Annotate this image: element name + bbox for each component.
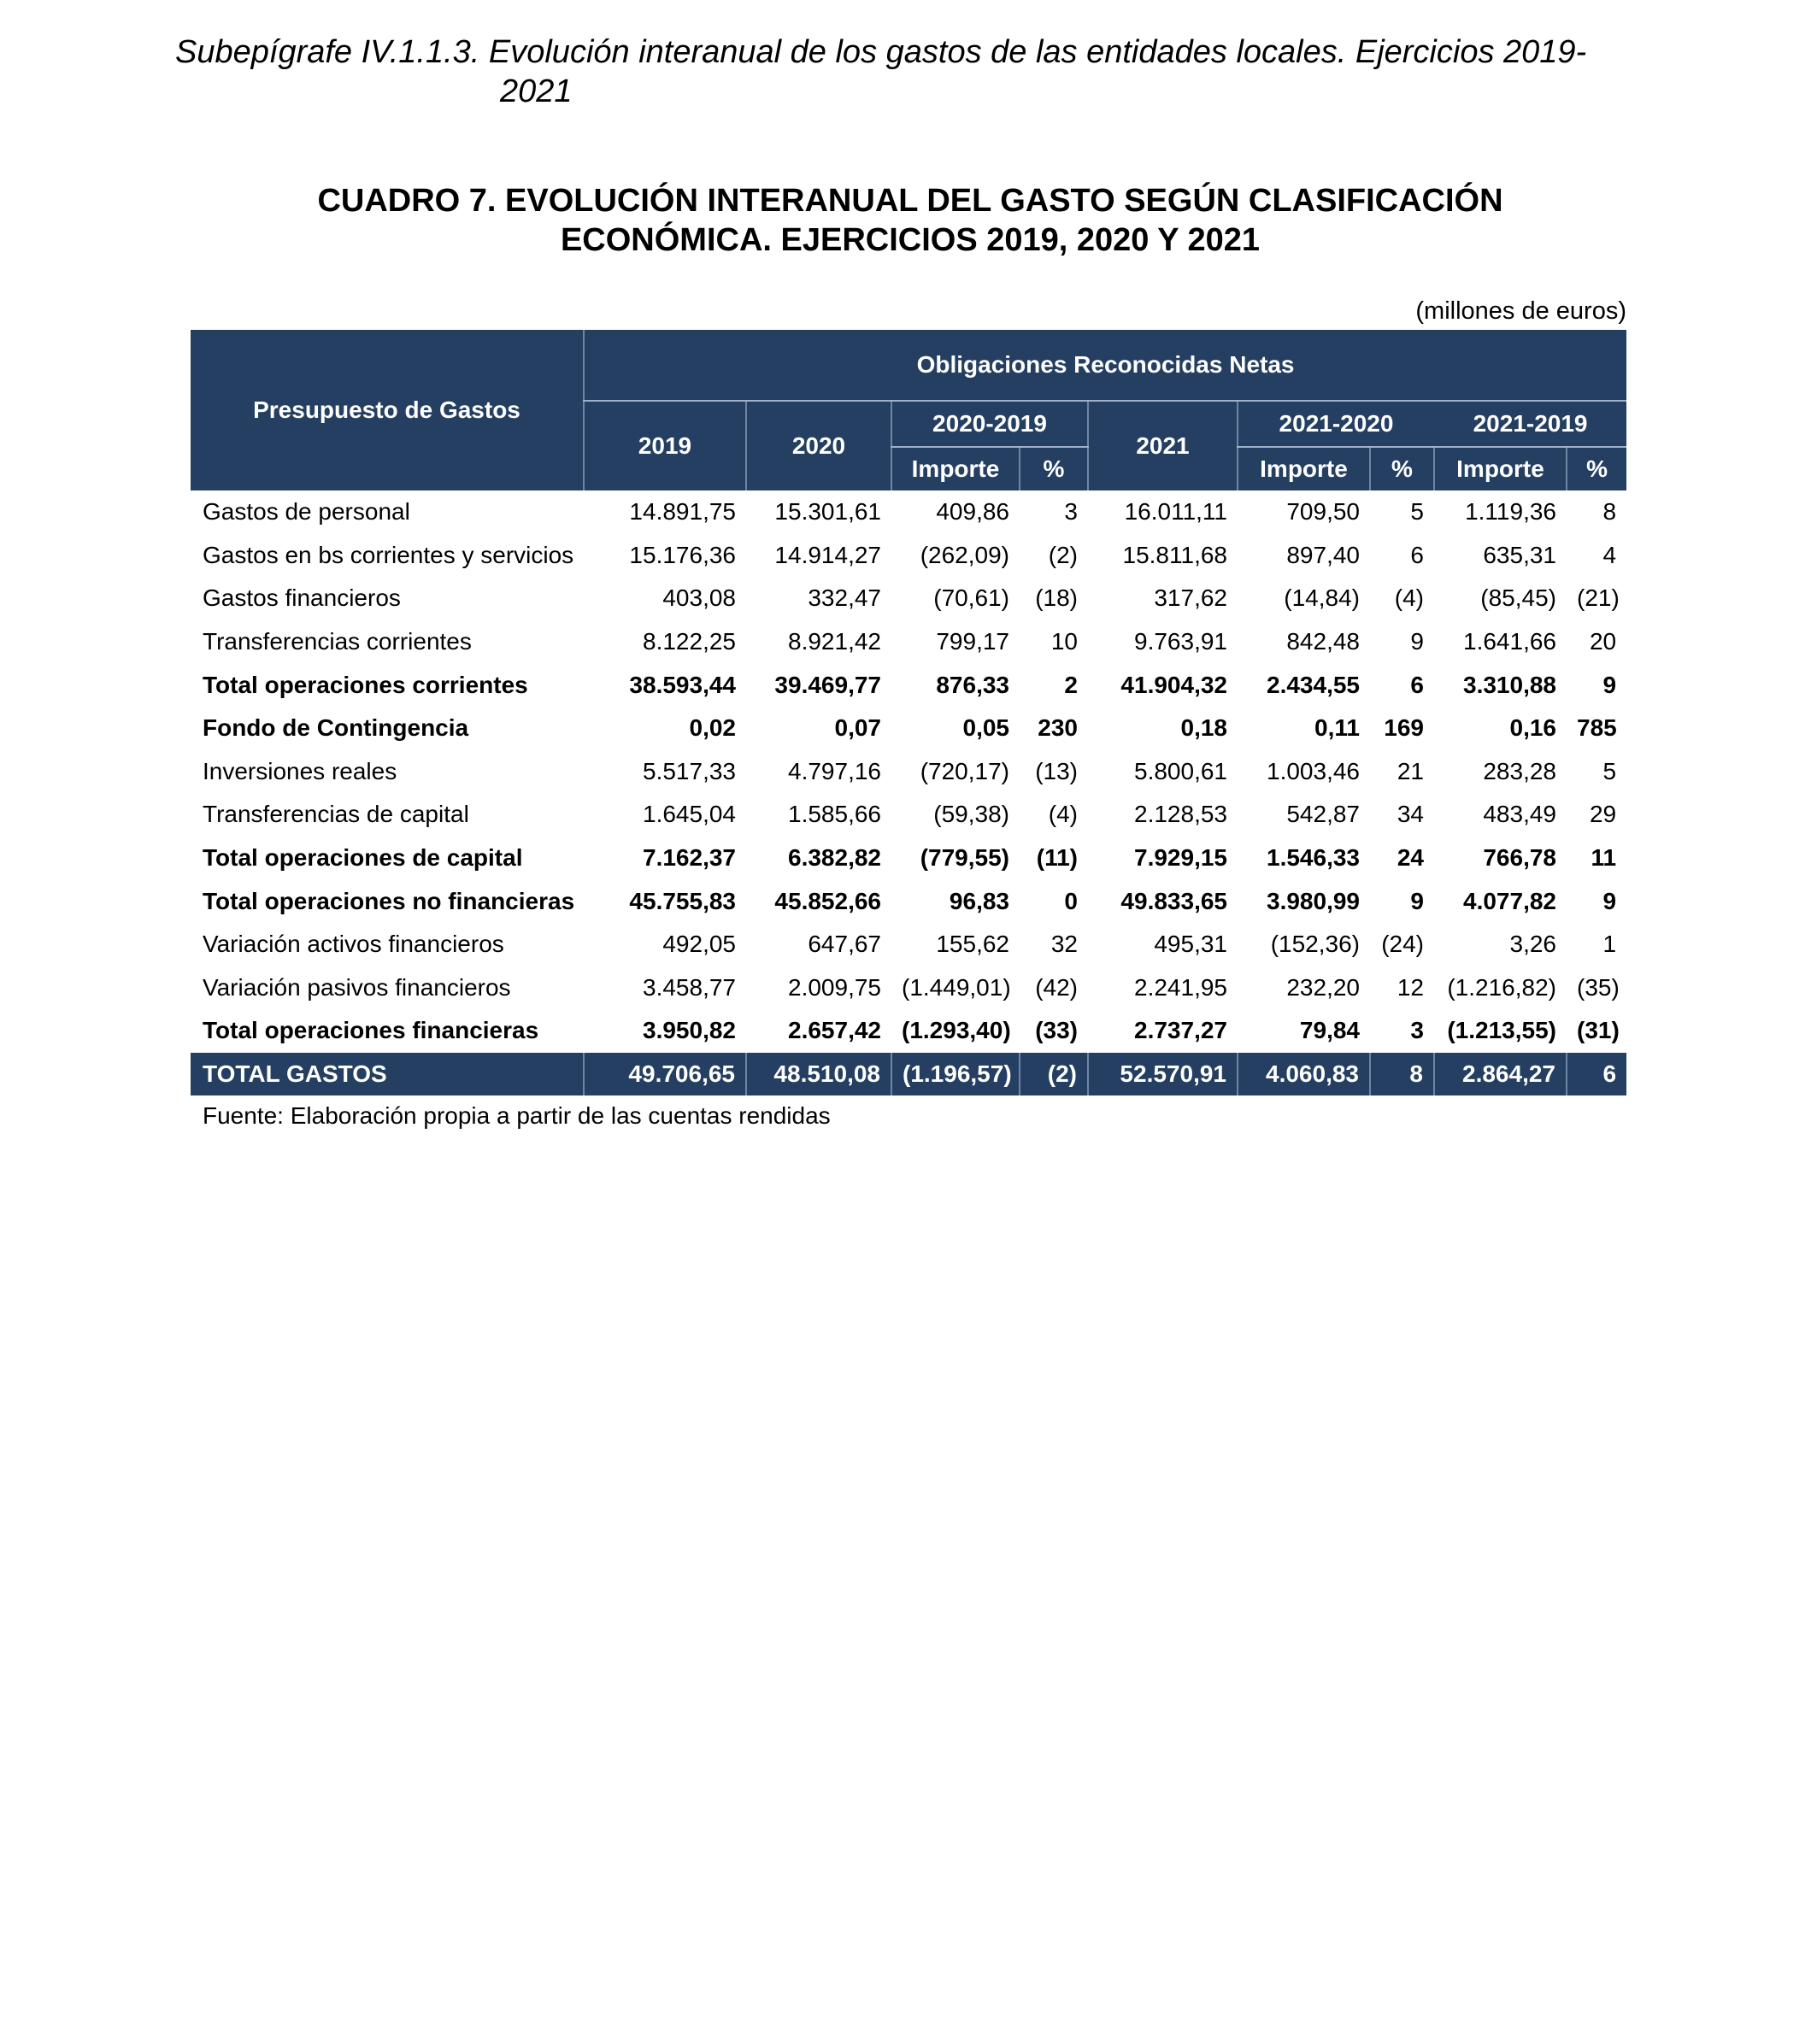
- table-row: [191, 620, 1626, 664]
- row-label: Variación activos financieros: [203, 931, 504, 958]
- value-cell: 542,87: [1286, 801, 1360, 828]
- value-cell: 14.891,75: [629, 498, 736, 526]
- row-label: Total operaciones financieras: [203, 1017, 539, 1044]
- table-row: [191, 793, 1626, 837]
- value-cell: 45.755,83: [629, 887, 736, 914]
- value-cell: 6: [1410, 541, 1424, 568]
- value-cell: 3,26: [1509, 931, 1556, 958]
- value-cell: 876,33: [936, 671, 1009, 698]
- value-cell: 15.176,36: [629, 541, 736, 568]
- value-cell: 403,08: [662, 584, 736, 612]
- subheading: [175, 32, 1679, 111]
- table-body: [191, 490, 1626, 1095]
- value-cell: 2.434,55: [1267, 671, 1360, 698]
- value-cell: 8: [1602, 498, 1617, 526]
- value-cell: 0: [1064, 887, 1078, 914]
- value-cell: 15.301,61: [774, 498, 881, 526]
- value-cell: 20: [1589, 628, 1617, 655]
- header-group: Obligaciones Reconocidas Netas: [584, 330, 1626, 401]
- value-cell: 8: [1370, 1053, 1434, 1096]
- value-cell: 15.811,68: [1122, 541, 1227, 568]
- value-cell: 9: [1602, 671, 1617, 698]
- value-cell: (1.216,82): [1447, 973, 1556, 1001]
- value-cell: 5: [1602, 757, 1617, 784]
- value-cell: 8.122,25: [643, 628, 736, 655]
- row-label: TOTAL GASTOS: [191, 1053, 584, 1096]
- header-2019: 2019: [584, 401, 746, 490]
- row-label: Total operaciones corrientes: [203, 671, 528, 698]
- value-cell: 647,67: [808, 931, 881, 958]
- value-cell: 1.119,36: [1465, 498, 1556, 526]
- table-title-line-2: ECONÓMICA. EJERCICIOS 2019, 2020 Y 2021: [560, 222, 1261, 258]
- table-row: [191, 663, 1626, 707]
- value-cell: (1.213,55): [1447, 1017, 1556, 1044]
- value-cell: (1.196,57): [891, 1053, 1020, 1096]
- value-cell: 6: [1567, 1053, 1626, 1096]
- value-cell: 79,84: [1299, 1017, 1360, 1044]
- table-row: [191, 1009, 1626, 1053]
- value-cell: (152,36): [1270, 931, 1360, 958]
- table-title: [188, 181, 1632, 260]
- row-label: Gastos en bs corrientes y servicios: [203, 541, 574, 568]
- row-label: Fondo de Contingencia: [203, 714, 469, 742]
- value-cell: 0,05: [962, 714, 1009, 742]
- value-cell: 1.641,66: [1463, 628, 1556, 655]
- value-cell: (11): [1036, 844, 1078, 872]
- row-label: Variación pasivos financieros: [203, 973, 511, 1001]
- value-cell: (720,17): [920, 757, 1009, 784]
- table-title-line-1: CUADRO 7. EVOLUCIÓN INTERANUAL DEL GASTO SEGÚN CLASIFICACIÓN: [317, 183, 1503, 219]
- value-cell: 14.914,27: [774, 541, 881, 568]
- table-row: [191, 923, 1626, 966]
- value-cell: 9: [1410, 628, 1424, 655]
- value-cell: (779,55): [920, 844, 1009, 872]
- source-note: Fuente: Elaboración propia a partir de las cuentas rendidas: [203, 1102, 831, 1129]
- value-cell: 495,31: [1154, 931, 1227, 958]
- subheading-line-1: Subepígrafe IV.1.1.3. Evolución interanual de los gastos de las entidades locales. Ejercicios 2019-: [175, 34, 1587, 70]
- value-cell: 8.921,42: [788, 628, 881, 655]
- total-row: [191, 1053, 1626, 1096]
- subheading-line-2: 2021: [500, 73, 573, 109]
- value-cell: 3.458,77: [643, 973, 736, 1001]
- value-cell: 5: [1410, 498, 1424, 526]
- value-cell: 52.570,91: [1088, 1053, 1238, 1096]
- header-2020-2019: 2020-2019: [891, 401, 1088, 447]
- row-label: Gastos de personal: [203, 498, 410, 526]
- row-label: Transferencias corrientes: [203, 628, 472, 655]
- value-cell: 3.950,82: [643, 1017, 736, 1044]
- value-cell: 635,31: [1483, 541, 1556, 568]
- value-cell: 9: [1410, 887, 1424, 914]
- value-cell: 16.011,11: [1124, 498, 1227, 526]
- value-cell: (70,61): [933, 584, 1009, 612]
- value-cell: 766,78: [1483, 844, 1556, 872]
- value-cell: 492,05: [662, 931, 736, 958]
- value-cell: 96,83: [949, 887, 1009, 914]
- header-pct: %: [1567, 447, 1626, 490]
- value-cell: (1.293,40): [902, 1017, 1011, 1044]
- value-cell: 32: [1050, 931, 1078, 958]
- value-cell: 169: [1384, 714, 1424, 742]
- value-cell: (2): [1048, 541, 1078, 568]
- value-cell: 709,50: [1286, 498, 1360, 526]
- table-row: [191, 707, 1626, 750]
- table-row: [191, 750, 1626, 794]
- value-cell: 1.645,04: [643, 801, 736, 828]
- value-cell: 1: [1602, 931, 1617, 958]
- value-cell: 41.904,32: [1120, 671, 1227, 698]
- table-row: [191, 879, 1626, 923]
- value-cell: 9.763,91: [1134, 628, 1227, 655]
- value-cell: 49.706,65: [584, 1053, 746, 1096]
- table-row: [191, 490, 1626, 534]
- value-cell: 230: [1038, 714, 1078, 742]
- value-cell: (2): [1020, 1053, 1088, 1096]
- value-cell: 4: [1602, 541, 1617, 568]
- value-cell: (85,45): [1480, 584, 1556, 612]
- value-cell: 897,40: [1286, 541, 1360, 568]
- value-cell: 24: [1397, 844, 1424, 872]
- value-cell: 3.980,99: [1267, 887, 1360, 914]
- value-cell: 4.077,82: [1463, 887, 1556, 914]
- value-cell: 0,16: [1509, 714, 1556, 742]
- value-cell: 7.162,37: [643, 844, 736, 872]
- value-cell: 2.864,27: [1434, 1053, 1567, 1096]
- value-cell: 2.128,53: [1134, 801, 1227, 828]
- value-cell: 0,11: [1314, 714, 1360, 742]
- value-cell: 39.469,77: [774, 671, 881, 698]
- header-row-label: Presupuesto de Gastos: [191, 330, 584, 490]
- value-cell: 5.800,61: [1134, 757, 1227, 784]
- value-cell: 0,07: [834, 714, 881, 742]
- value-cell: 10: [1050, 628, 1078, 655]
- value-cell: 2.009,75: [788, 973, 881, 1001]
- header-2021: 2021: [1088, 401, 1238, 490]
- value-cell: 785: [1577, 714, 1617, 742]
- value-cell: 799,17: [936, 628, 1009, 655]
- value-cell: 48.510,08: [746, 1053, 891, 1096]
- value-cell: (21): [1577, 584, 1620, 612]
- value-cell: 842,48: [1286, 628, 1360, 655]
- table-row: [191, 837, 1626, 880]
- header-2021-2019: 2021-2019: [1434, 401, 1626, 447]
- value-cell: 2.657,42: [788, 1017, 881, 1044]
- value-cell: 317,62: [1154, 584, 1227, 612]
- value-cell: (4): [1048, 801, 1078, 828]
- value-cell: 21: [1397, 757, 1424, 784]
- value-cell: 332,47: [808, 584, 881, 612]
- value-cell: 45.852,66: [774, 887, 881, 914]
- table-row: [191, 966, 1626, 1010]
- row-label: Transferencias de capital: [203, 801, 469, 828]
- header-2021-2020: 2021-2020: [1238, 401, 1434, 447]
- value-cell: (1.449,01): [902, 973, 1011, 1001]
- value-cell: 6: [1410, 671, 1424, 698]
- expense-table: [191, 330, 1626, 1095]
- value-cell: 34: [1397, 801, 1424, 828]
- value-cell: 483,49: [1483, 801, 1556, 828]
- row-label: Total operaciones de capital: [203, 844, 523, 872]
- value-cell: (262,09): [920, 541, 1009, 568]
- value-cell: 7.929,15: [1134, 844, 1227, 872]
- value-cell: 155,62: [936, 931, 1009, 958]
- value-cell: (35): [1577, 973, 1620, 1001]
- header-pct: %: [1020, 447, 1088, 490]
- value-cell: (13): [1035, 757, 1078, 784]
- header-pct: %: [1370, 447, 1434, 490]
- value-cell: (31): [1577, 1017, 1620, 1044]
- value-cell: 283,28: [1483, 757, 1556, 784]
- value-cell: (59,38): [933, 801, 1009, 828]
- header-2020: 2020: [746, 401, 891, 490]
- header-importe: Importe: [1238, 447, 1370, 490]
- table-row: [191, 577, 1626, 620]
- value-cell: 3: [1064, 498, 1078, 526]
- value-cell: (14,84): [1284, 584, 1360, 612]
- value-cell: 4.797,16: [788, 757, 881, 784]
- value-cell: 49.833,65: [1120, 887, 1227, 914]
- value-cell: (33): [1035, 1017, 1078, 1044]
- value-cell: 3.310,88: [1463, 671, 1556, 698]
- row-label: Gastos financieros: [203, 584, 401, 612]
- value-cell: (4): [1394, 584, 1424, 612]
- value-cell: 29: [1589, 801, 1617, 828]
- value-cell: 6.382,82: [788, 844, 881, 872]
- value-cell: 409,86: [936, 498, 1009, 526]
- value-cell: 5.517,33: [643, 757, 736, 784]
- value-cell: 2.241,95: [1134, 973, 1227, 1001]
- table-row: [191, 534, 1626, 578]
- value-cell: (18): [1035, 584, 1078, 612]
- row-label: Inversiones reales: [203, 757, 397, 784]
- value-cell: 12: [1397, 973, 1424, 1001]
- value-cell: 0,18: [1180, 714, 1227, 742]
- value-cell: 1.546,33: [1267, 844, 1360, 872]
- value-cell: 2: [1064, 671, 1078, 698]
- value-cell: 1.003,46: [1267, 757, 1360, 784]
- header-importe: Importe: [891, 447, 1020, 490]
- value-cell: (42): [1035, 973, 1078, 1001]
- header-importe: Importe: [1434, 447, 1567, 490]
- row-label: Total operaciones no financieras: [203, 887, 575, 914]
- value-cell: (24): [1381, 931, 1424, 958]
- value-cell: 232,20: [1286, 973, 1360, 1001]
- value-cell: 38.593,44: [629, 671, 736, 698]
- value-cell: 11: [1591, 844, 1617, 872]
- value-cell: 1.585,66: [788, 801, 881, 828]
- value-cell: 0,02: [689, 714, 736, 742]
- units-note: (millones de euros): [1415, 297, 1626, 325]
- value-cell: 9: [1602, 887, 1617, 914]
- value-cell: 3: [1410, 1017, 1424, 1044]
- value-cell: 2.737,27: [1134, 1017, 1227, 1044]
- value-cell: 4.060,83: [1238, 1053, 1370, 1096]
